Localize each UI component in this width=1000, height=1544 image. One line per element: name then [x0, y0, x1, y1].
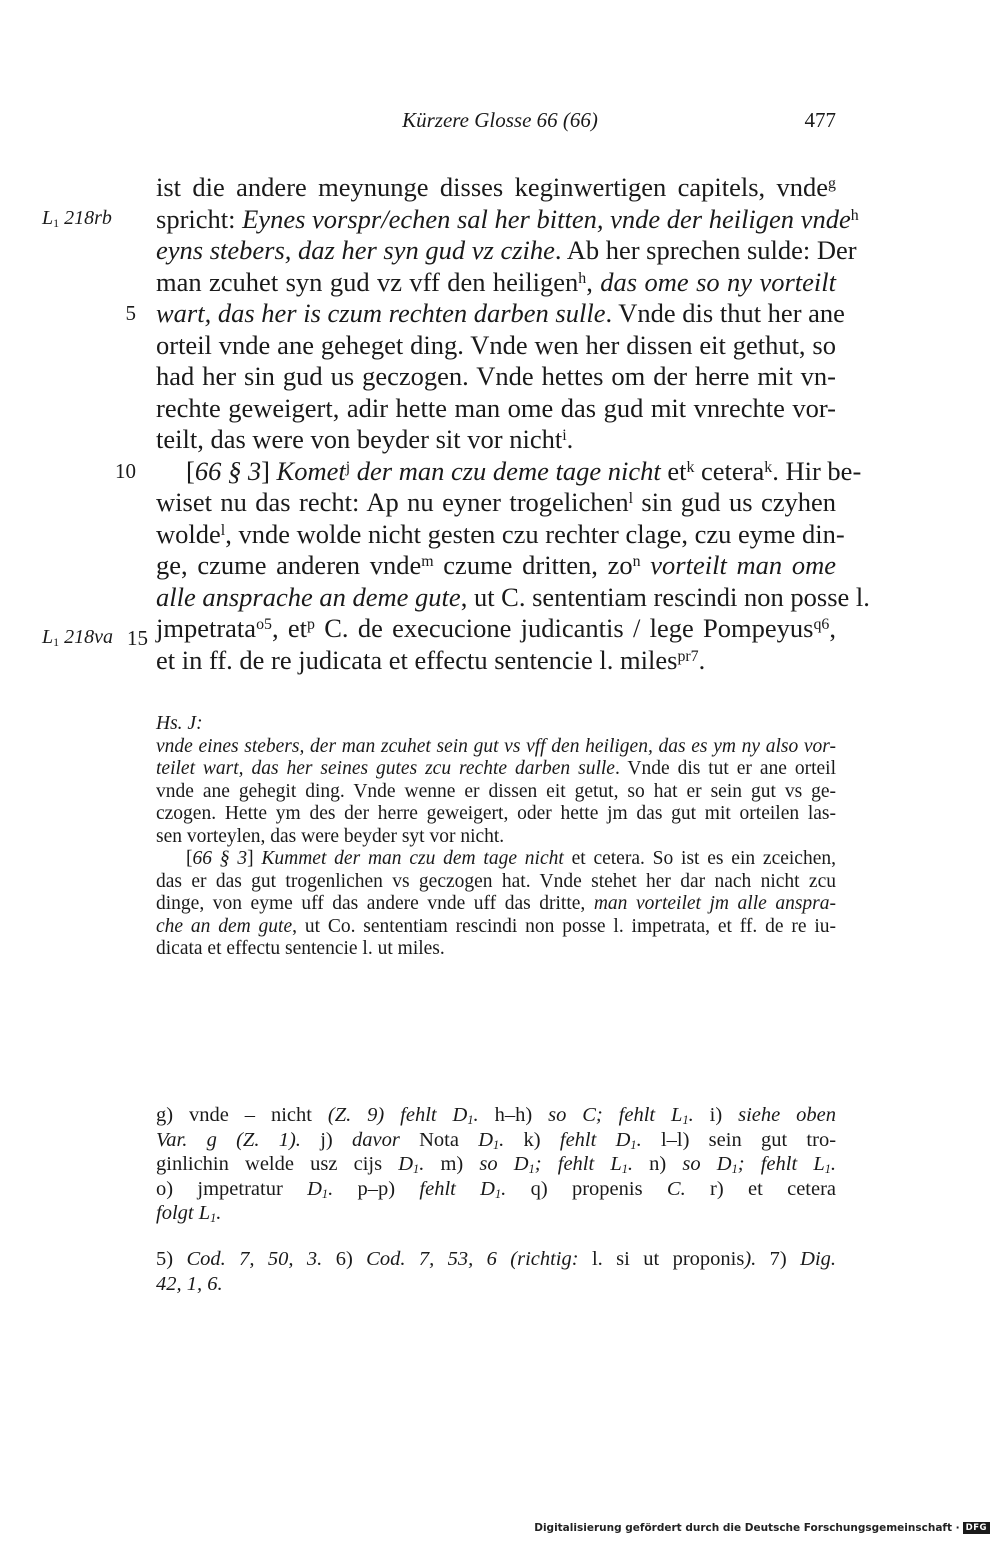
- text-line: wiset nu das recht: Ap nu eyner trogelichen$^l$ sin gud us czyhen: [156, 487, 836, 517]
- hs-j-variant-block: [156, 713, 836, 961]
- margin-siglum-l1-218va: $L_1$ 218va: [42, 626, 114, 649]
- dfg-funding-text: Digitalisierung gefördert durch die Deutsche Forschungsgemeinschaft ·: [534, 1522, 960, 1534]
- apparatus-line: o) jmpetratur $D_1$. p–p) fehlt $D_1$. q) propenis C. r) et cetera: [156, 1177, 837, 1201]
- apparatus-line: g) vnde – nicht (Z. 9) fehlt $D_1$. h–h) so C; fehlt $L_1$. i) siehe oben: [156, 1104, 837, 1128]
- critical-apparatus: [156, 1103, 836, 1226]
- text-line: das er das gut trogenlichen vs geczogen hat. Vnde stehet her dar nach nicht zcu: [156, 870, 836, 892]
- text-line: man zcuhet syn gud vz vff den heiligen$^h$, das ome so ny vorteilt: [156, 266, 837, 297]
- text-line: vnde eines stebers, der man zcuhet sein gut vs vff den heiligen, das es ym ny also vor-: [156, 735, 836, 757]
- apparatus-line: Var. g (Z. 1). j) davor Nota $D_1$. k) fehlt $D_1$. l–l) sein gut tro-: [156, 1128, 837, 1152]
- text-line: et in ff. de re judicata et effectu sentencie l. miles$^{pr7}$.: [156, 644, 706, 675]
- main-text: [156, 172, 870, 676]
- dfg-footer: [534, 1522, 990, 1534]
- text-line: alle ansprache an deme gute, ut C. sententiam rescindi non posse l.: [156, 581, 870, 612]
- text-line: [66 § 3] Kummet der man czu dem tage nicht et cetera. So ist es ein zceichen,: [186, 848, 836, 869]
- text-line: teilet wart, das her seines gutes zcu rechte darben sulle. Vnde dis tut er ane orteil: [156, 758, 836, 779]
- text-line: sen vorteylen, das were beyder syt vor nicht.: [156, 825, 505, 847]
- text-line: wart, das her is czum rechten darben sulle. Vnde dis thut her ane: [156, 298, 845, 328]
- line-number-10: 10: [115, 459, 136, 483]
- text-line: eyns stebers, daz her syn gud vz czihe. Ab her sprechen sulde: Der: [156, 235, 857, 265]
- text-line: vnde ane gehegit ding. Vnde wenne er dissen eit getut, so hat er sein gut vs ge-: [156, 780, 836, 802]
- running-head: Kürzere Glosse 66 (66): [402, 108, 598, 132]
- source-note-line: 5) Cod. 7, 50, 3. 6) Cod. 7, 53, 6 (richtig: l. si ut proponis). 7) Dig.: [156, 1248, 837, 1270]
- text-line: [66 § 3] Komet$^j$ der man czu deme tage nicht $et^k$ cetera$^k$. Hir be-: [186, 455, 862, 486]
- line-number-5: 5: [125, 301, 136, 325]
- line-number-15: 15: [127, 626, 148, 650]
- text-line: czogen. Hette ym des der herre geweigert, oder hette jm das gut mit orteilen las-: [156, 803, 836, 824]
- hs-j-heading: Hs. J:: [156, 713, 203, 734]
- apparatus-line: folgt $L_1$.: [156, 1202, 222, 1226]
- text-line: had her sin gud us geczogen. Vnde hettes om der herre mit vn-: [156, 361, 836, 391]
- text-line: orteil vnde ane geheget ding. Vnde wen her dissen eit gethut, so: [156, 329, 836, 360]
- dfg-logo: DFG: [963, 1522, 990, 1534]
- text-line: rechte geweigert, adir hette man ome das gud mit vnrechte vor-: [156, 392, 836, 423]
- text-line: spricht: Eynes vorspr/echen sal her bitten, vnde der heiligen vnde$^h$: [156, 203, 859, 234]
- apparatus-line: ginlichin welde usz cijs $D_1$. m) so $D_1$; fehlt $L_1$. n) so $D_1$; fehlt $L_1$.: [156, 1153, 836, 1177]
- text-line: dicata et effectu sentencie l. ut miles.: [156, 938, 445, 959]
- text-line: jmpetrata$^{o5}$, $et^p$ C. de execucione judicantis / lege Pompeyus$^{q6}$,: [156, 613, 836, 643]
- text-line: wolde$^l$, vnde wolde nicht gesten czu rechter clage, czu eyme din-: [156, 518, 845, 549]
- source-notes: [156, 1247, 836, 1296]
- page-number: 477: [804, 108, 836, 132]
- text-line: ist die andere meynunge disses keginwertigen capitels, vnde$^g$: [156, 172, 836, 202]
- text-line: ge, czume anderen vnde$^m$ czume dritten, $zo^n$ vorteilt man ome: [156, 550, 836, 580]
- source-note-line: 42, 1, 6.: [156, 1272, 223, 1295]
- text-line: che an dem gute, ut Co. sententiam rescindi non posse l. impetrata, et ff. de re iu-: [156, 915, 836, 937]
- margin-siglum-l1-218rb: $L_1$ 218rb: [42, 207, 112, 230]
- text-line: teilt, das were von beyder sit vor nicht$^i$.: [156, 424, 574, 454]
- text-line: dinge, von eyme uff das andere vnde uff das dritte, man vorteilet jm alle anspra-: [156, 893, 836, 914]
